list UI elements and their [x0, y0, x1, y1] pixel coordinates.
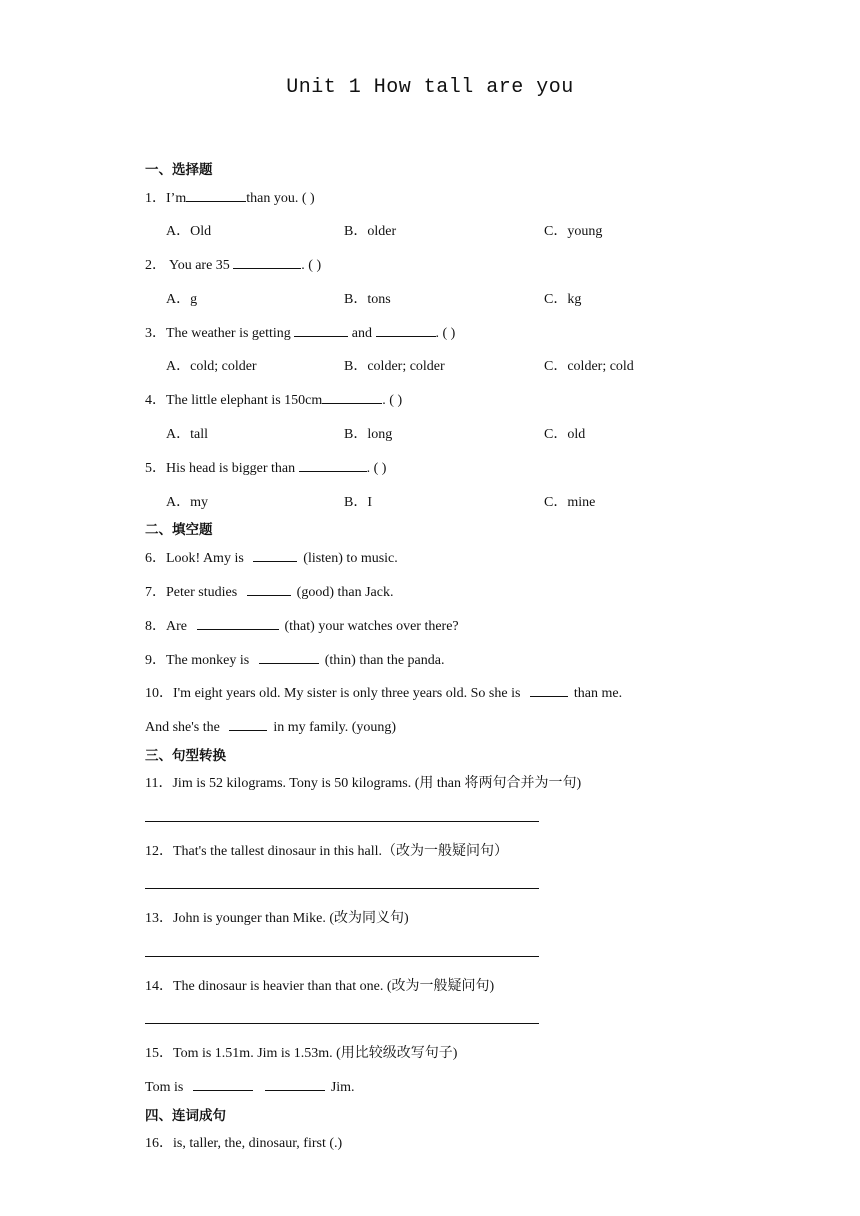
section-heading-multiple-choice: 一、选择题 — [145, 162, 213, 178]
option-b[interactable]: B．long — [344, 427, 393, 442]
question-12: 12．That's the tallest dinosaur in this hall.（改为一般疑问句） — [145, 844, 508, 859]
question-5-options — [166, 491, 766, 511]
question-text: Jim. — [330, 1080, 355, 1095]
answer-blank[interactable] — [265, 1076, 325, 1091]
option-a[interactable]: A．cold; colder — [166, 359, 257, 374]
option-c[interactable]: C．old — [544, 427, 586, 442]
question-4 — [145, 389, 402, 409]
answer-blank[interactable] — [259, 649, 319, 664]
question-text: in my family. (young) — [273, 720, 397, 735]
question-number: 8． — [145, 619, 166, 634]
question-8 — [145, 615, 459, 635]
question-13: 13．John is younger than Mike. (改为同义句) — [145, 911, 409, 926]
answer-line[interactable] — [145, 1023, 539, 1024]
question-text: Are — [166, 619, 191, 634]
option-b[interactable]: B．tons — [344, 292, 391, 307]
question-3-options — [166, 355, 766, 375]
question-3 — [145, 322, 455, 342]
question-16: 16．is, taller, the, dinosaur, first (.) — [145, 1136, 343, 1151]
page-title: Unit 1 How tall are you — [286, 76, 574, 99]
question-15-answer — [145, 1076, 355, 1096]
question-text: (good) than Jack. — [296, 585, 394, 600]
question-text: The little elephant is 150cm — [166, 393, 323, 408]
answer-blank[interactable] — [229, 716, 267, 731]
answer-blank[interactable] — [193, 1076, 253, 1091]
option-a[interactable]: A．g — [166, 292, 198, 307]
answer-blank[interactable] — [322, 389, 382, 404]
option-a[interactable]: A．Old — [166, 224, 212, 239]
question-number: 9． — [145, 653, 166, 668]
question-text: Tom is — [145, 1080, 187, 1095]
option-a[interactable]: A．tall — [166, 427, 208, 442]
question-10 — [145, 682, 622, 702]
question-15: 15．Tom is 1.51m. Jim is 1.53m. (用比较级改写句子) — [145, 1046, 458, 1061]
option-c[interactable]: C．kg — [544, 292, 582, 307]
answer-line[interactable] — [145, 888, 539, 889]
answer-blank[interactable] — [197, 615, 279, 630]
question-7 — [145, 581, 393, 601]
question-text: The monkey is — [166, 653, 253, 668]
option-b[interactable]: B．I — [344, 495, 372, 510]
question-text: . ( ) — [382, 393, 403, 408]
question-14: 14．The dinosaur is heavier than that one. (改为一般疑问句) — [145, 979, 495, 994]
question-1 — [145, 187, 315, 207]
option-c[interactable]: C．mine — [544, 495, 596, 510]
question-number: 6． — [145, 551, 166, 566]
answer-blank[interactable] — [186, 187, 246, 202]
question-text: And she's the — [145, 720, 224, 735]
question-text: You are 35 — [166, 258, 234, 273]
question-2-options — [166, 288, 766, 308]
question-5 — [145, 457, 386, 477]
question-text: . ( ) — [435, 326, 456, 341]
option-a[interactable]: A．my — [166, 495, 208, 510]
question-text: (that) your watches over there? — [284, 619, 459, 634]
question-text: I’m — [166, 191, 187, 206]
question-1-options — [166, 220, 766, 240]
question-2 — [145, 254, 321, 274]
question-number: 1． — [145, 191, 166, 206]
question-number: 5． — [145, 461, 166, 476]
answer-blank[interactable] — [530, 682, 568, 697]
question-text: The weather is getting — [166, 326, 295, 341]
section-heading-fill-blanks: 二、填空题 — [145, 522, 213, 538]
question-number: 10． — [145, 686, 173, 701]
question-number: 7． — [145, 585, 166, 600]
question-text: . ( ) — [366, 461, 387, 476]
question-number: 2． — [145, 258, 166, 273]
question-4-options — [166, 423, 766, 443]
question-text: I'm eight years old. My sister is only three years old. So she is — [173, 686, 524, 701]
option-c[interactable]: C．colder; cold — [544, 359, 634, 374]
option-b[interactable]: B．older — [344, 224, 397, 239]
question-text: and — [348, 326, 376, 341]
question-text: His head is bigger than — [166, 461, 299, 476]
question-number: 3． — [145, 326, 166, 341]
answer-blank[interactable] — [247, 581, 291, 596]
answer-line[interactable] — [145, 956, 539, 957]
question-number: 4． — [145, 393, 166, 408]
option-c[interactable]: C．young — [544, 224, 603, 239]
option-b[interactable]: B．colder; colder — [344, 359, 445, 374]
section-heading-word-ordering: 四、连词成句 — [145, 1108, 226, 1124]
answer-line[interactable] — [145, 821, 539, 822]
question-10-line-2 — [145, 716, 396, 736]
question-text: than me. — [573, 686, 623, 701]
question-text: (thin) than the panda. — [324, 653, 445, 668]
question-text: (listen) to music. — [303, 551, 398, 566]
question-text: than you. ( ) — [246, 191, 315, 206]
answer-blank[interactable] — [376, 322, 436, 337]
answer-blank[interactable] — [294, 322, 348, 337]
answer-blank[interactable] — [253, 547, 297, 562]
section-heading-sentence-transformation: 三、句型转换 — [145, 748, 226, 764]
question-text: Look! Amy is — [166, 551, 248, 566]
question-11: 11．Jim is 52 kilograms. Tony is 50 kilograms. (用 than 将两句合并为一句) — [145, 776, 582, 791]
question-text: . ( ) — [301, 258, 322, 273]
answer-blank[interactable] — [233, 254, 301, 269]
question-text: Peter studies — [166, 585, 241, 600]
question-6 — [145, 547, 398, 567]
question-9 — [145, 649, 444, 669]
answer-blank[interactable] — [299, 457, 367, 472]
